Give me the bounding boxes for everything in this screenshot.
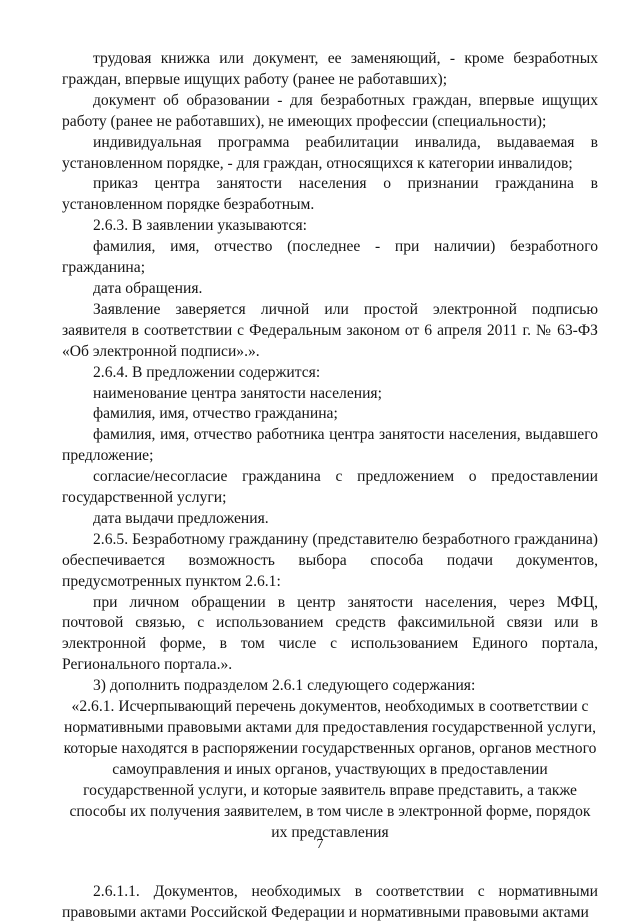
paragraph-2-6-3: 2.6.3. В заявлении указываются: <box>93 217 307 235</box>
paragraph-center-name: наименование центра занятости населения; <box>93 384 382 402</box>
paragraph-rehabilitation-program: индивидуальная программа реабилитации инвалида, выдаваемая в установленном порядке, - для граждан, относящихся к категории инвалидов; <box>62 133 598 172</box>
paragraph-offer-date: дата выдачи предложения. <box>93 509 269 527</box>
paragraph-work-book: трудовая книжка или документ, ее заменяющий, - кроме безработных граждан, впервые ищущих работу (ранее не работавших); <box>62 50 598 88</box>
paragraph-2-6-4: 2.6.4. В предложении содержится: <box>93 363 321 381</box>
paragraph-2-6-1-1: 2.6.1.1. Документов, необходимых в соответствии с нормативными правовыми актами Российской Федерации и нормативными правовыми актами <box>62 883 598 922</box>
paragraph-full-name: фамилия, имя, отчество (последнее - при наличии) безработного гражданина; <box>62 238 598 277</box>
paragraph-amendment-3: 3) дополнить подразделом 2.6.1 следующего содержания: <box>93 677 476 695</box>
paragraph-2-6-5: 2.6.5. Безработному гражданину (представителю безработного гражданина) обеспечивается возможность выбора способа подачи документов, предусмотренных пунктом 2.6.1: <box>62 530 598 590</box>
paragraph-education-document: документ об образовании - для безработных граждан, впервые ищущих работу (ранее не работавших), не имеющих профессии (специальности); <box>62 91 598 130</box>
paragraph-submission-methods: при личном обращении в центр занятости населения, через МФЦ, почтовой связью, с использованием средств факсимильной связи или в электронной форме, в том числе с использованием Единого портала, Регионального портала.». <box>62 593 598 674</box>
paragraph-application-date: дата обращения. <box>93 279 203 297</box>
paragraph-consent: согласие/несогласие гражданина с предложением о предоставлении государственной услуги; <box>62 468 598 507</box>
paragraph-signature: Заявление заверяется личной или простой электронной подписью заявителя в соответствии с Федеральным законом от 6 апреля 2011 г. № 63-ФЗ «Об электронной подписи».». <box>62 300 598 360</box>
page-body <box>62 49 598 924</box>
section-heading-2-6-1: «2.6.1. Исчерпывающий перечень документов, необходимых в соответствии с нормативными правовыми актами для предоставления государственной услуги, которые находятся в распоряжении государственных органов, органов местного самоуправления и иных органов, участвующих в предоставлении государственной услуги, и которые заявитель вправе представить, а также способы их получения заявителем, в том числе в электронной форме, порядок их представления <box>63 698 597 841</box>
paragraph-employee-name: фамилия, имя, отчество работника центра занятости населения, выдавшего предложение; <box>62 426 598 465</box>
paragraph-unemployment-order: приказ центра занятости населения о признании гражданина в установленном порядке безработным. <box>62 175 598 214</box>
page-number: 7 <box>316 837 324 852</box>
paragraph-citizen-name: фамилия, имя, отчество гражданина; <box>93 405 338 423</box>
